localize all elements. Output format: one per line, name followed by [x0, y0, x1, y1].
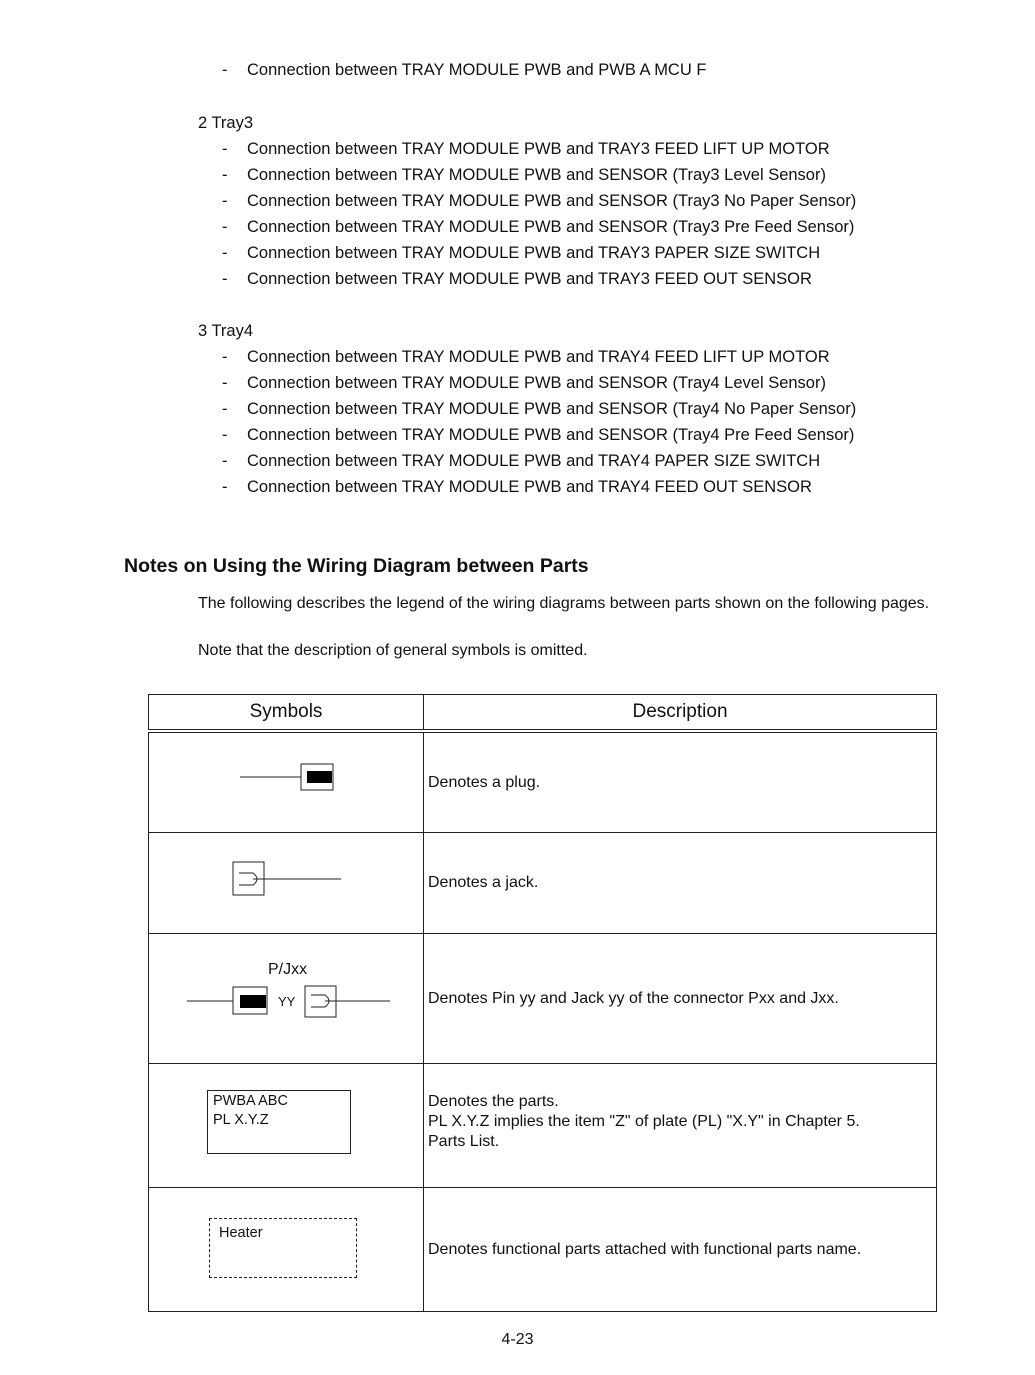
connector-description: Denotes Pin yy and Jack yy of the connector Pxx and Jxx. — [424, 934, 937, 1064]
bullet-dash: - — [222, 374, 228, 392]
table-row — [149, 1188, 937, 1312]
plug-description: Denotes a plug. — [424, 731, 937, 833]
connector-symbol-cell — [149, 934, 424, 1064]
functional-parts-name: Heater — [219, 1225, 263, 1241]
description-column-header: Description — [424, 695, 937, 732]
page-number: 4-23 — [501, 1331, 534, 1348]
list-item: Connection between TRAY MODULE PWB and TRAY4 FEED OUT SENSOR — [247, 478, 812, 496]
parts-box-pl: PL X.Y.Z — [213, 1112, 269, 1128]
table-row — [149, 833, 937, 934]
list-item: Connection between TRAY MODULE PWB and SENSOR (Tray3 No Paper Sensor) — [247, 192, 857, 210]
plug-symbol-cell — [149, 731, 424, 833]
symbols-column-header: Symbols — [149, 695, 424, 732]
list-item: Connection between TRAY MODULE PWB and SENSOR (Tray4 Level Sensor) — [247, 374, 826, 392]
parts-description-line: PL X.Y.Z implies the item "Z" of plate (PL) "X.Y" in Chapter 5. — [428, 1113, 860, 1130]
list-item: Connection between TRAY MODULE PWB and SENSOR (Tray4 No Paper Sensor) — [247, 400, 857, 418]
bullet-dash: - — [222, 140, 228, 158]
bullet-dash: - — [222, 244, 228, 262]
bullet-dash: - — [222, 166, 228, 184]
parts-description-line: Parts List. — [428, 1133, 500, 1150]
list-item: Connection between TRAY MODULE PWB and TRAY4 PAPER SIZE SWITCH — [247, 452, 821, 470]
jack-description: Denotes a jack. — [424, 833, 937, 934]
parts-box — [207, 1090, 351, 1154]
bullet-dash: - — [222, 192, 228, 210]
list-item: Connection between TRAY MODULE PWB and PWB A MCU F — [247, 61, 707, 79]
bullet-dash: - — [222, 61, 228, 79]
bullet-dash: - — [222, 478, 228, 496]
bullet-dash: - — [222, 400, 228, 418]
bullet-dash: - — [222, 218, 228, 236]
section-title-tray4: 3 Tray4 — [198, 322, 254, 340]
list-item: Connection between TRAY MODULE PWB and TRAY3 FEED LIFT UP MOTOR — [247, 140, 830, 158]
list-item: Connection between TRAY MODULE PWB and SENSOR (Tray3 Level Sensor) — [247, 166, 826, 184]
parts-description-line: Denotes the parts. — [428, 1093, 559, 1110]
intro-paragraph: The following describes the legend of the wiring diagrams between parts shown on the following pages. — [198, 595, 930, 612]
bullet-dash: - — [222, 270, 228, 288]
table-header-row — [149, 695, 937, 732]
jack-symbol-cell — [149, 833, 424, 934]
list-item: Connection between TRAY MODULE PWB and TRAY3 FEED OUT SENSOR — [247, 270, 812, 288]
list-item: Connection between TRAY MODULE PWB and SENSOR (Tray3 Pre Feed Sensor) — [247, 218, 855, 236]
section-heading: Notes on Using the Wiring Diagram between Parts — [124, 555, 589, 577]
bullet-dash: - — [222, 426, 228, 444]
functional-description: Denotes functional parts attached with functional parts name. — [424, 1188, 937, 1312]
section-title-tray3: 2 Tray3 — [198, 114, 254, 132]
list-item: Connection between TRAY MODULE PWB and SENSOR (Tray4 Pre Feed Sensor) — [247, 426, 855, 444]
table-row — [149, 1064, 937, 1188]
plug-symbol-icon — [149, 733, 423, 827]
parts-box-name: PWBA ABC — [213, 1093, 288, 1109]
pin-label: YY — [278, 994, 296, 1009]
jack-symbol-icon — [149, 833, 423, 928]
table-row — [149, 934, 937, 1064]
bullet-dash: - — [222, 348, 228, 366]
parts-symbol-cell — [149, 1064, 424, 1188]
functional-symbol-cell — [149, 1188, 424, 1312]
bullet-dash: - — [222, 452, 228, 470]
connector-label: P/Jxx — [268, 961, 308, 978]
list-item: Connection between TRAY MODULE PWB and TRAY3 PAPER SIZE SWITCH — [247, 244, 821, 262]
functional-parts-box — [209, 1218, 357, 1278]
parts-description — [424, 1064, 937, 1188]
legend-table — [148, 694, 937, 1312]
note-paragraph: Note that the description of general symbols is omitted. — [198, 642, 588, 659]
list-item: Connection between TRAY MODULE PWB and TRAY4 FEED LIFT UP MOTOR — [247, 348, 830, 366]
table-row — [149, 731, 937, 833]
